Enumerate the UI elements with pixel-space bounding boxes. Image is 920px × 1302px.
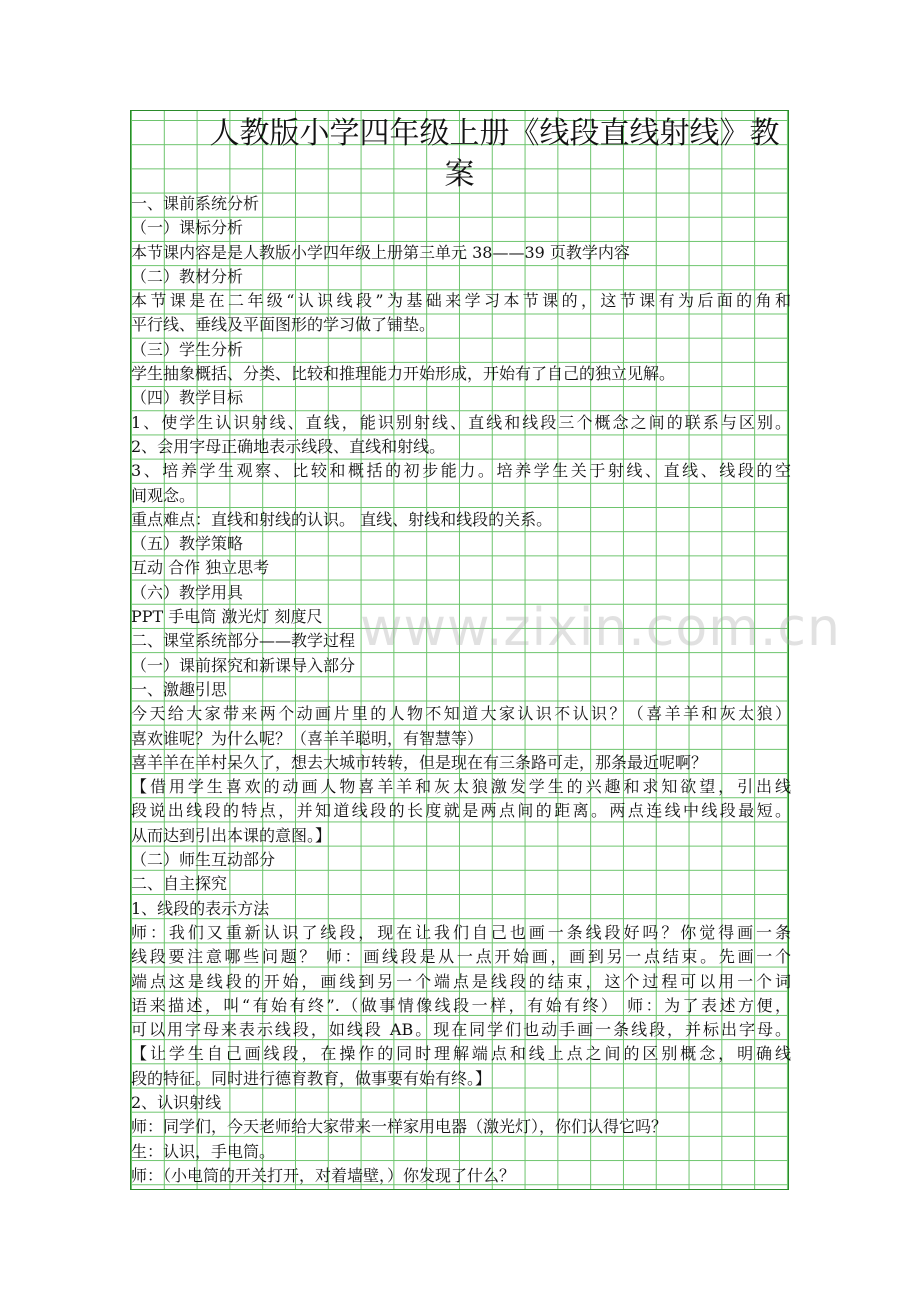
document-body — [131, 192, 791, 1188]
subsection-heading: （四）教学目标 — [131, 388, 244, 408]
page-title-continued: 案 — [444, 157, 475, 192]
paragraph-line: 【让学生自己画线段，在操作的同时理解端点和线上点之间的区别概念，明确线 — [131, 1044, 791, 1064]
paragraph-line: 重点难点：直线和射线的认识。 直线、射线和线段的关系。 — [131, 509, 553, 529]
paragraph-line: 端点这是线段的开始，画线到另一个端点是线段的结束，这个过程可以用一个词 — [131, 971, 791, 991]
paragraph-line: 本节课是在二年级“认识线段”为基础来学习本节课的，这节课有为后面的角和 — [131, 291, 791, 311]
subsection-heading: （一）课前探究和新课导入部分 — [131, 655, 356, 675]
paragraph-line: 段的特征。同时进行德育教育，做事要有始有终。】 — [131, 1068, 492, 1088]
section-heading: 一、课前系统分析 — [131, 194, 260, 213]
subsection-heading: （二）教材分析 — [131, 266, 244, 286]
subsection-heading: 一、激趣引思 — [131, 679, 228, 699]
paragraph-line: 可以用字母来表示线段，如线段 AB。现在同学们也动手画一条线段，并标出字母。 — [131, 1020, 791, 1040]
paragraph-line: 喜欢谁呢？为什么呢？（喜羊羊聪明，有智慧等） — [131, 728, 484, 748]
paragraph-line: 平行线、垂线及平面图形的学习做了铺垫。 — [131, 315, 436, 335]
paragraph-line: PPT 手电筒 激光灯 刻度尺 — [131, 607, 323, 627]
paragraph-line: 互动 合作 独立思考 — [131, 558, 270, 578]
paragraph-line: 喜羊羊在羊村呆久了，想去大城市转转，但是现在有三条路可走，那条最近呢啊？ — [131, 752, 708, 772]
paragraph-line: 【借用学生喜欢的动画人物喜羊羊和灰太狼激发学生的兴趣和求知欲望，引出线 — [131, 777, 791, 797]
paragraph-line: 间观念。 — [131, 485, 196, 505]
paragraph-line: 生：认识，手电筒。 — [131, 1141, 276, 1161]
paragraph-line: 今天给大家带来两个动画片里的人物不知道大家认识不认识？（喜羊羊和灰太狼） — [131, 704, 791, 724]
subsection-heading: 2、认识射线 — [131, 1092, 222, 1112]
paragraph-line: 语来描述，叫“有始有终”.（做事情像线段一样，有始有终） 师：为了表述方便， — [131, 995, 791, 1015]
paragraph-line: 本节课内容是是人教版小学四年级上册第三单元 38——39 页教学内容 — [131, 242, 630, 262]
paragraph-line: 师：同学们，今天老师给大家带来一样家用电器（激光灯），你们认得它吗？ — [131, 1117, 668, 1137]
subsection-heading: 1、线段的表示方法 — [131, 898, 270, 918]
paragraph-line: 线段要注意哪些问题？ 师：画线段是从一点开始画，画到另一点结束。先画一个 — [131, 947, 791, 967]
section-heading: 二、课堂系统部分——教学过程 — [131, 631, 356, 651]
watermark-text: www.zixin.com.cn — [360, 598, 841, 658]
page-title: 人教版小学四年级上册《线段直线射线》教 — [209, 116, 780, 151]
paragraph-line: 学生抽象概括、分类、比较和推理能力开始形成，开始有了自己的独立见解。 — [131, 364, 676, 384]
subsection-heading: （一）课标分析 — [131, 218, 244, 238]
section-heading: 二、自主探究 — [131, 874, 228, 894]
subsection-heading: （五）教学策略 — [131, 534, 244, 554]
paragraph-line: 从而达到引出本课的意图。】 — [131, 825, 332, 845]
paragraph-line: 师：（小电筒的开关打开，对着墙壁，）你发现了什么？ — [131, 1165, 516, 1185]
paragraph-line: 1、使学生认识射线、直线，能识别射线、直线和线段三个概念之间的联系与区别。 — [131, 412, 791, 432]
subsection-heading: （二）师生互动部分 — [131, 850, 276, 870]
paragraph-line: 2、会用字母正确地表示线段、直线和射线。 — [131, 436, 446, 456]
subsection-heading: （三）学生分析 — [131, 339, 244, 359]
subsection-heading: （六）教学用具 — [131, 582, 244, 602]
paragraph-line: 3、培养学生观察、比较和概括的初步能力。培养学生关于射线、直线、线段的空 — [131, 461, 791, 481]
paragraph-line: 师：我们又重新认识了线段，现在让我们自己也画一条线段好吗？你觉得画一条 — [131, 922, 791, 942]
paragraph-line: 段说出线段的特点，并知道线段的长度就是两点间的距离。两点连线中线段最短。 — [131, 801, 791, 821]
